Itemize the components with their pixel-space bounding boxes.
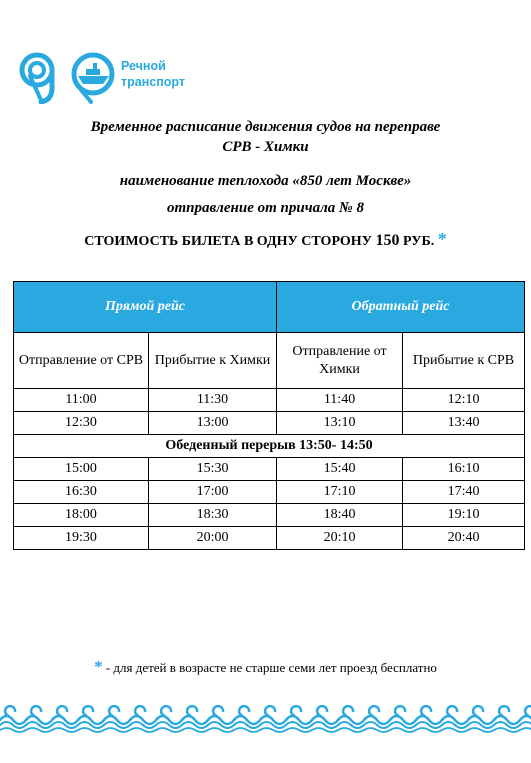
wave-curl [525,706,531,716]
direction-return: Обратный рейс [277,282,525,333]
wave-curl [369,706,379,716]
ticket-price [0,229,531,250]
wave-border-icon [0,700,531,740]
table-cell: 15:00 [14,458,149,481]
column-header-row [14,333,525,389]
table-cell: 17:00 [149,481,277,504]
footnote [0,657,531,677]
table-cell: 18:40 [277,504,403,527]
table-cell: 13:00 [149,412,277,435]
wave-segment [520,722,531,728]
table-cell: 12:30 [14,412,149,435]
wave-curl [5,706,15,716]
ship-logo-icon [69,52,119,104]
table-cell: 15:30 [149,458,277,481]
wave-curl [161,706,171,716]
table-row [14,458,525,481]
brand-name [121,58,185,90]
table-row [14,481,525,504]
price-asterisk: * [437,229,447,249]
wave-curl [135,706,145,716]
table-cell: 20:10 [277,527,403,550]
wave-curl [109,706,119,716]
table-cell: 11:00 [14,389,149,412]
wave-curl [473,706,483,716]
direction-forward: Прямой рейс [14,282,277,333]
table-cell: 11:30 [149,389,277,412]
wave-curl [83,706,93,716]
wave-curl [265,706,275,716]
table-cell: 20:00 [149,527,277,550]
table-cell: 16:30 [14,481,149,504]
table-cell: 17:10 [277,481,403,504]
schedule-table [13,281,525,550]
table-row [14,504,525,527]
footnote-text: - для детей в возрасте не старше семи лет проезд бесплатно [105,660,437,675]
column-header: Прибытие к Химки [149,333,277,389]
direction-header-row [14,282,525,333]
table-cell: 20:40 [403,527,525,550]
wave-curl [317,706,327,716]
brand-line-1: Речной [121,59,166,73]
departure-pier: отправление от причала № 8 [166,200,365,216]
wave-curl [395,706,405,716]
column-header: Прибытие к СРВ [403,333,525,389]
price-currency: РУБ. [402,234,435,249]
wave-curl [499,706,509,716]
wave-curl [421,706,431,716]
wave-curl [447,706,457,716]
footnote-asterisk: * [94,657,103,676]
wave-curl [343,706,353,716]
column-header: Отправление от СРВ [14,333,149,389]
table-cell: 19:10 [403,504,525,527]
vessel-name: наименование теплохода «850 лет Москве» [119,173,412,189]
wave-curl [187,706,197,716]
wave-curl [239,706,249,716]
table-cell: 15:40 [277,458,403,481]
table-cell: 19:30 [14,527,149,550]
route-name: СРВ - Химки [222,139,309,155]
table-cell: 16:10 [403,458,525,481]
table-row [14,527,525,550]
table-cell: 17:40 [403,481,525,504]
table-cell: 13:40 [403,412,525,435]
lunch-break-label: Обеденный перерыв 13:50- 14:50 [14,435,525,458]
table-row [14,389,525,412]
price-label: СТОИМОСТЬ БИЛЕТА В ОДНУ СТОРОНУ [84,234,372,249]
table-cell: 18:30 [149,504,277,527]
wave-curl [57,706,67,716]
logo-block [17,50,217,110]
table-row [14,412,525,435]
wave-curl [31,706,41,716]
wave-curl [291,706,301,716]
schedule-title: Временное расписание движения судов на переправе [90,119,441,135]
brand-line-2: транспорт [121,75,185,89]
column-header: Отправление от Химки [277,333,403,389]
table-cell: 13:10 [277,412,403,435]
nine-logo-icon [17,50,61,104]
wave-segment [520,728,531,732]
wave-curl [213,706,223,716]
table-cell: 11:40 [277,389,403,412]
table-cell: 18:00 [14,504,149,527]
table-cell: 12:10 [403,389,525,412]
lunch-break-row [14,435,525,458]
price-amount: 150 [375,232,400,249]
